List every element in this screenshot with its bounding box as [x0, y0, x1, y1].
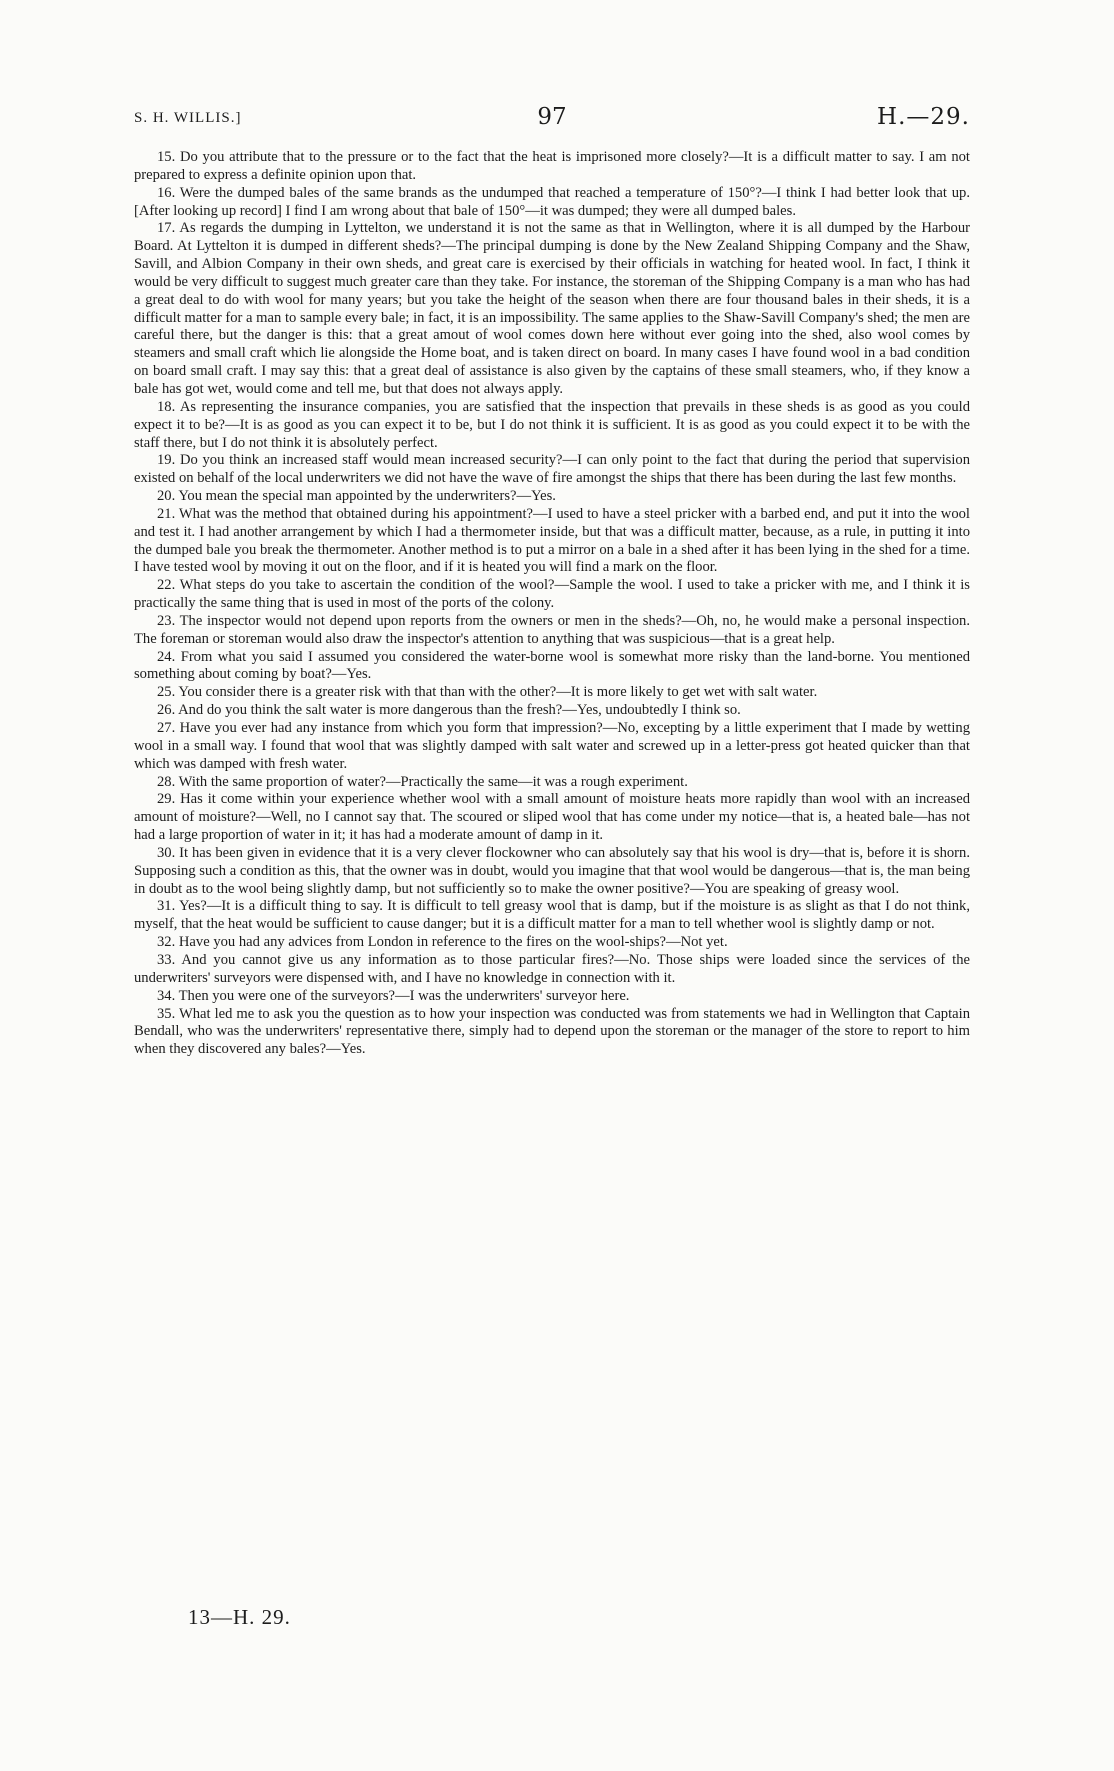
question-33: 33. And you cannot give us any information as to those particular fires?—No. Those ships were loaded since the services of the underwriters' surveyors were dispensed with, and I have no knowledge in connection with it.: [134, 951, 970, 986]
question-16: 16. Were the dumped bales of the same brands as the undumped that reached a temperature of 150°?—I think I had better look that up. [After looking up record] I find I am wrong about that bale of 150°—it was dumped; they were all dumped bales.: [134, 184, 970, 219]
question-31: 31. Yes?—It is a difficult thing to say. It is difficult to tell greasy wool that is damp, but if the moisture is as slight as that I do not think, myself, that the heat would be sufficient to cause danger; but it is a difficult matter for a man to tell whether wool is slightly damp or not.: [134, 898, 970, 933]
page-header: [134, 104, 970, 138]
question-18: 18. As representing the insurance companies, you are satisfied that the inspection that prevails in these sheds is as good as you could expect it to be?—It is as good as you can expect it to be, but I do not think it is sufficient. It is as good as you could expect it to be with the staff there, but I do not think it is absolutely perfect.: [134, 398, 970, 451]
question-17: 17. As regards the dumping in Lyttelton, we understand it is not the same as that in Wellington, where it is all dumped by the Harbour Board. At Lyttelton it is dumped in different sheds?—The principal dumping is done by the New Zealand Shipping Company and the Shaw, Savill, and Albion Company in their own sheds, and great care is exercised by their officials in watching for heated wool. In fact, I think it would be very difficult to suggest much greater care than they take. For instance, the storeman of the Shipping Company is a man who has had a great deal to do with wool for many years; but you take the height of the season when there are four thousand bales in their sheds, it is a difficult matter for a man to sample every bale; in fact, it is an impossibility. The same applies to the Shaw-Savill Company's shed; the men are careful there, but the danger is this: that a great amout of wool comes down here without ever going into the shed, also wool comes by steamers and small craft which lie alongside the Home boat, and is taken direct on board. In many cases I have found wool in a bad condition on board small craft. I may say this: that a great deal of assistance is also given by the captains of these small steamers, who, if they know a bale has got wet, would come and tell me, but that does not always apply.: [134, 220, 970, 397]
testimony-body: [134, 149, 970, 1059]
question-30: 30. It has been given in evidence that it is a very clever flockowner who can absolutely say that his wool is dry—that is, before it is shorn. Supposing such a condition as this, that the owner was in doubt, would you imagine that that wool would be dangerous—that is, the man being in doubt as to the wool being slightly damp, but not sufficiently so to make the owner positive?—You are speaking of greasy wool.: [134, 844, 970, 897]
question-25: 25. You consider there is a greater risk with that than with the other?—It is more likely to get wet with salt water.: [157, 684, 818, 701]
page-number: 97: [537, 104, 567, 130]
question-26: 26. And do you think the salt water is more dangerous than the fresh?—Yes, undoubtedly I think so.: [157, 702, 741, 719]
question-23: 23. The inspector would not depend upon reports from the owners or men in the sheds?—Oh, no, he would make a personal inspection. The foreman or storeman would also draw the inspector's attention to anything that was suspicious—that is a great help.: [134, 612, 970, 647]
question-29: 29. Has it come within your experience whether wool with a small amount of moisture heats more rapidly than wool with an increased amount of moisture?—Well, no I cannot say that. The scoured or sliped wool that has come under my notice—that is, a heated bale—has not had a large proportion of water in it; it has had a moderate amount of damp in it.: [134, 791, 970, 844]
question-20: 20. You mean the special man appointed by the underwriters?—Yes.: [157, 488, 556, 505]
question-15: 15. Do you attribute that to the pressure or to the fact that the heat is imprisoned more closely?—It is a difficult matter to say. I am not prepared to express a definite opinion upon that.: [134, 149, 970, 183]
witness-name: S. H. WILLIS.]: [134, 110, 242, 126]
question-21: 21. What was the method that obtained during his appointment?—I used to have a steel pricker with a barbed end, and put it into the wool and test it. I had another arrangement by which I had a thermometer inside, but that was a difficult matter, because, as a rule, in putting it into the dumped bale you break the thermometer. Another method is to put a mirror on a bale in a shed after it has been lying in the shed for a time. I have tested wool by moving it out on the floor, and if it is heated you will find a mark on the floor.: [134, 505, 970, 576]
question-19: 19. Do you think an increased staff would mean increased security?—I can only point to the fact that during the period that supervision existed on behalf of the local underwriters we did not have the wave of fire amongst the ships that there has been during the last few months.: [134, 452, 970, 487]
signature-mark: 13—H. 29.: [188, 1605, 291, 1629]
question-34: 34. Then you were one of the surveyors?—I was the underwriters' surveyor here.: [157, 987, 630, 1004]
question-32: 32. Have you had any advices from London in reference to the fires on the wool-ships?—Not yet.: [157, 934, 728, 951]
question-28: 28. With the same proportion of water?—Practically the same—it was a rough experiment.: [157, 773, 688, 790]
question-27: 27. Have you ever had any instance from which you form that impression?—No, excepting by a little experiment that I made by wetting wool in a small way. I found that wool that was slightly damped with salt water and screwed up in a letter-press got heated quicker than that which was damped with fresh water.: [134, 720, 970, 772]
paper-reference: H.—29.: [877, 104, 970, 130]
question-22: 22. What steps do you take to ascertain the condition of the wool?—Sample the wool. I used to take a pricker with me, and I think it is practically the same thing that is used in most of the ports of the colony.: [134, 577, 970, 612]
question-35: 35. What led me to ask you the question as to how your inspection was conducted was from statements we had in Wellington that Captain Bendall, who was the underwriters' representative there, simply had to depend upon the storeman or the manager of the store to report to him when they discovered any bales?—Yes.: [134, 1005, 970, 1058]
question-24: 24. From what you said I assumed you considered the water-borne wool is somewhat more risky than the land-borne. You mentioned something about coming by boat?—Yes.: [134, 648, 970, 683]
